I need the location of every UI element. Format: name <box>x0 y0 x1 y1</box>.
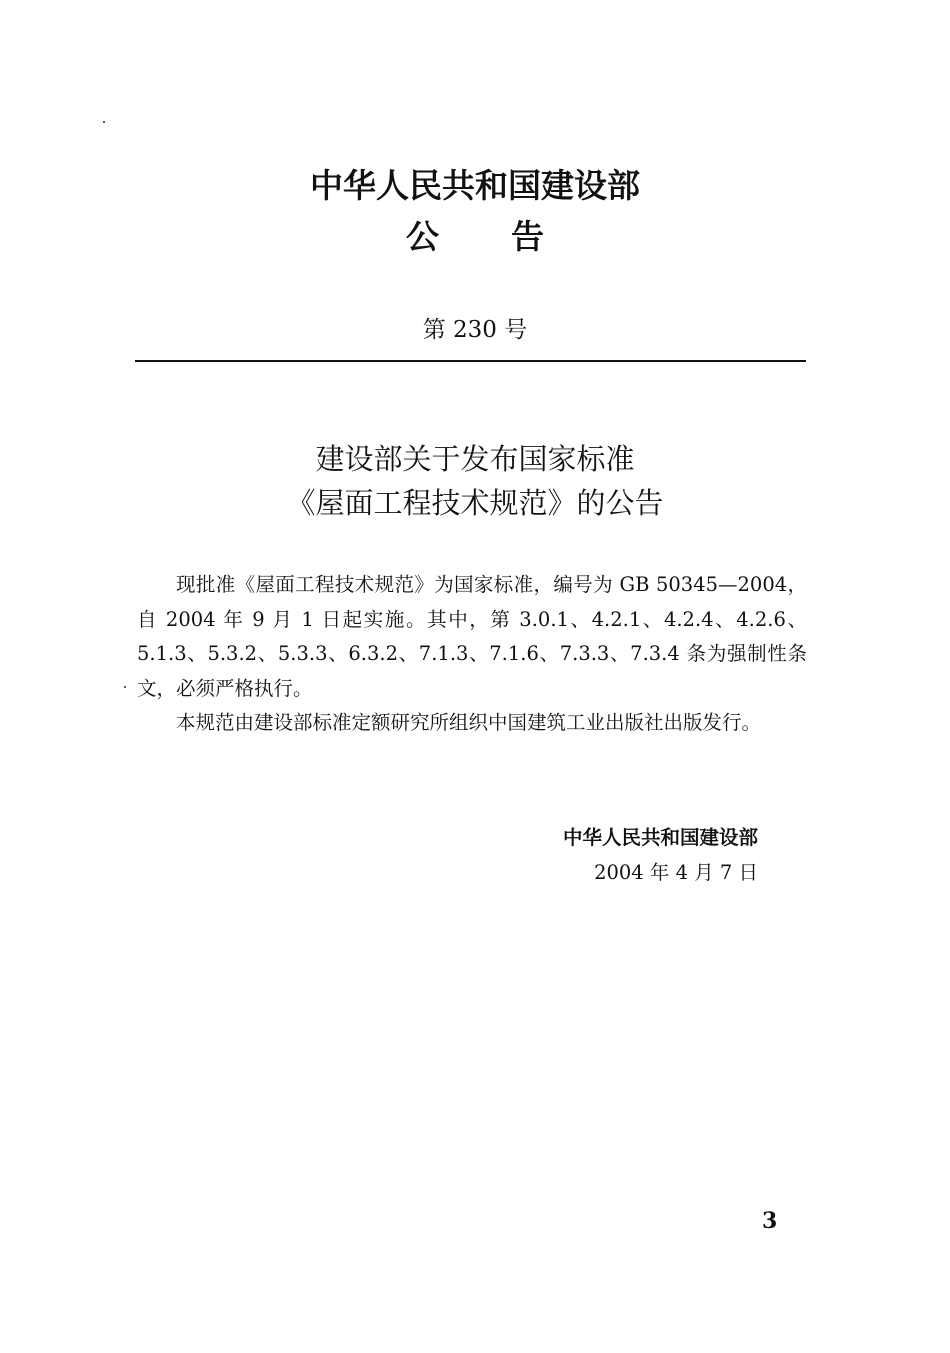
body-paragraph-1: 现批准《屋面工程技术规范》为国家标准，编号为 GB 50345—2004，自 2004 年 9 月 1 日起实施。其中，第 3.0.1、4.2.1、4.2.4、4.2.6、5.1.3、5.3.2、5.3.3、6.3.2、7.1.3、7.1.6、7.3.3、7.3.4 条为强制性条文，必须严格执行。 <box>137 573 807 700</box>
issuer-heading: 中华人民共和国建设部 <box>310 166 640 205</box>
page-number: 3 <box>762 1208 778 1234</box>
scan-speck <box>124 686 126 688</box>
announcement-title-line-2: 《屋面工程技术规范》的公告 <box>286 486 664 520</box>
signature-date: 2004 年 4 月 7 日 <box>594 861 758 884</box>
header-divider <box>135 360 806 362</box>
signature-organization: 中华人民共和国建设部 <box>562 826 758 849</box>
announcement-title-line-1: 建设部关于发布国家标准 <box>315 442 635 476</box>
scan-speck <box>103 121 105 123</box>
document-type-heading: 公告 <box>406 217 616 256</box>
announcement-number: 第 230 号 <box>422 317 528 343</box>
announcement-body <box>137 568 807 741</box>
body-paragraph-2: 本规范由建设部标准定额研究所组织中国建筑工业出版社出版发行。 <box>176 711 762 734</box>
